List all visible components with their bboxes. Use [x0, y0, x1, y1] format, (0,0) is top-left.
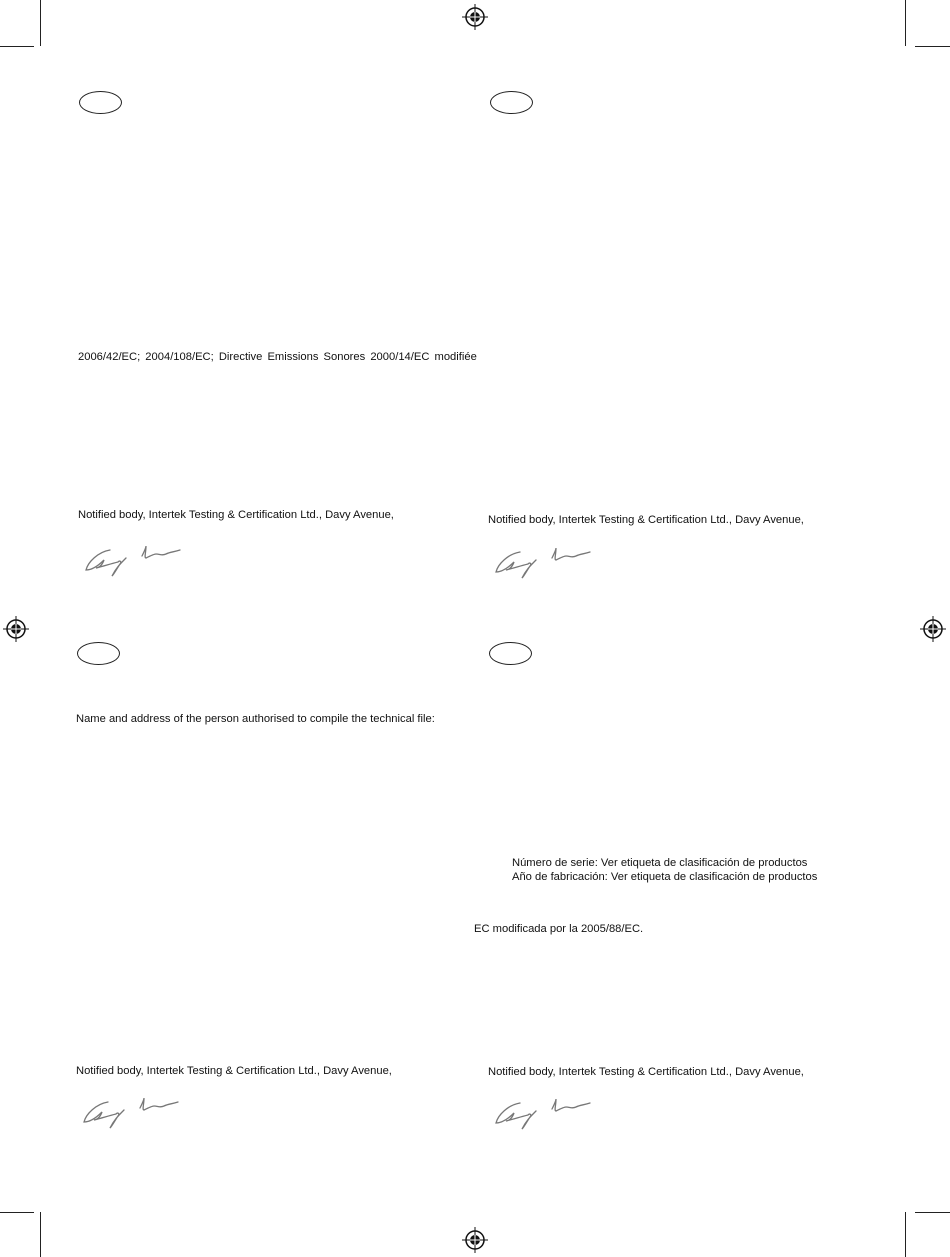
signature — [80, 540, 190, 580]
crop-mark — [915, 46, 950, 47]
technical-file-label: Name and address of the person authorised to compile the technical file: — [76, 713, 435, 725]
notified-body-text: Notified body, Intertek Testing & Certification Ltd., Davy Avenue, — [488, 514, 804, 526]
crop-mark — [905, 1212, 906, 1257]
signature — [490, 542, 600, 582]
crop-mark — [905, 0, 906, 46]
signature — [78, 1092, 188, 1132]
crop-mark — [0, 1212, 34, 1213]
crop-mark — [915, 1212, 950, 1213]
registration-mark-icon — [920, 616, 946, 642]
notified-body-text: Notified body, Intertek Testing & Certification Ltd., Davy Avenue, — [76, 1065, 392, 1077]
language-badge-oval — [77, 642, 120, 665]
directive-amended-text: EC modificada por la 2005/88/EC. — [474, 923, 644, 935]
registration-mark-icon — [462, 4, 488, 30]
registration-mark-icon — [3, 616, 29, 642]
language-badge-oval — [490, 91, 533, 114]
registration-mark-icon — [462, 1227, 488, 1253]
notified-body-text: Notified body, Intertek Testing & Certification Ltd., Davy Avenue, — [78, 509, 394, 521]
signature — [490, 1093, 600, 1133]
crop-mark — [40, 1212, 41, 1257]
language-badge-oval — [489, 642, 532, 665]
year-of-manufacture-text: Año de fabricación: Ver etiqueta de clasificación de productos — [512, 871, 818, 883]
notified-body-text: Notified body, Intertek Testing & Certification Ltd., Davy Avenue, — [488, 1066, 804, 1078]
crop-mark — [0, 46, 34, 47]
language-badge-oval — [79, 91, 122, 114]
directive-line: 2006/42/EC; 2004/108/EC; Directive Emissions Sonores 2000/14/EC modifiée — [78, 351, 477, 363]
serial-number-text: Número de serie: Ver etiqueta de clasificación de productos — [512, 857, 808, 869]
crop-mark — [40, 0, 41, 46]
